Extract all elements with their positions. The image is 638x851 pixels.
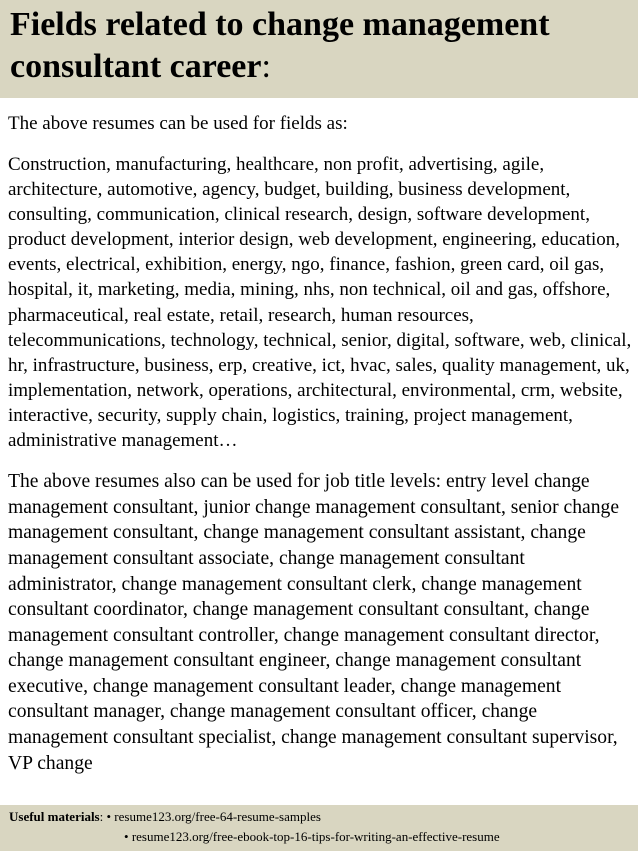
job-levels-paragraph: The above resumes also can be used for job title levels: entry level change management consultant, junior change management consultant, senior change management consultant, change management consultant assistant, change management consultant associate, change management consultant administrator, change management consultant clerk, change management consultant coordinator, change management consultant consultant, change management consultant controller, change management consultant director, change management consultant engineer, change management consultant executive, change management consultant leader, change management consultant manager, change management consultant officer, change management consultant specialist, change management consultant supervisor, VP change — [8, 471, 620, 774]
ebook-tips-link[interactable]: resume123.org/free-ebook-top-16-tips-for-writing-an-effective-resume — [131, 829, 500, 844]
main-content — [8, 112, 634, 828]
intro-paragraph: The above resumes can be used for fields as: — [8, 113, 348, 134]
fields-paragraph: Construction, manufacturing, healthcare, non profit, advertising, agile, architecture, automotive, agency, budget, building, business development, consulting, communication, clinical research, design, software development, product development, interior design, web development, engineering, education, events, electrical, exhibition, energy, ngo, finance, fashion, green card, oil gas, hospital, it, marketing, media, mining, nhs, non technical, oil and gas, offshore, pharmaceutical, real estate, retail, research, human resources, telecommunications, technology, technical, senior, digital, software, web, clinical, hr, infrastructure, business, erp, creative, ict, hvac, sales, quality management, uk, implementation, network, operations, architectural, environmental, crm, website, interactive, security, supply chain, logistics, training, project management, administrative management… — [8, 154, 632, 452]
footer-row-2 — [124, 827, 500, 846]
page-title — [10, 4, 630, 88]
resume-samples-link[interactable]: resume123.org/free-64-resume-samples — [114, 809, 321, 824]
page-title-text: Fields related to change management consultant career — [10, 6, 550, 85]
title-band — [0, 0, 638, 98]
footer-label-suffix: : • — [99, 809, 115, 824]
footer-bullet: • — [124, 829, 132, 844]
footer-row-1 — [9, 807, 321, 826]
useful-materials-label: Useful materials — [9, 809, 100, 824]
footer — [0, 805, 638, 851]
page-title-colon: : — [261, 48, 271, 85]
